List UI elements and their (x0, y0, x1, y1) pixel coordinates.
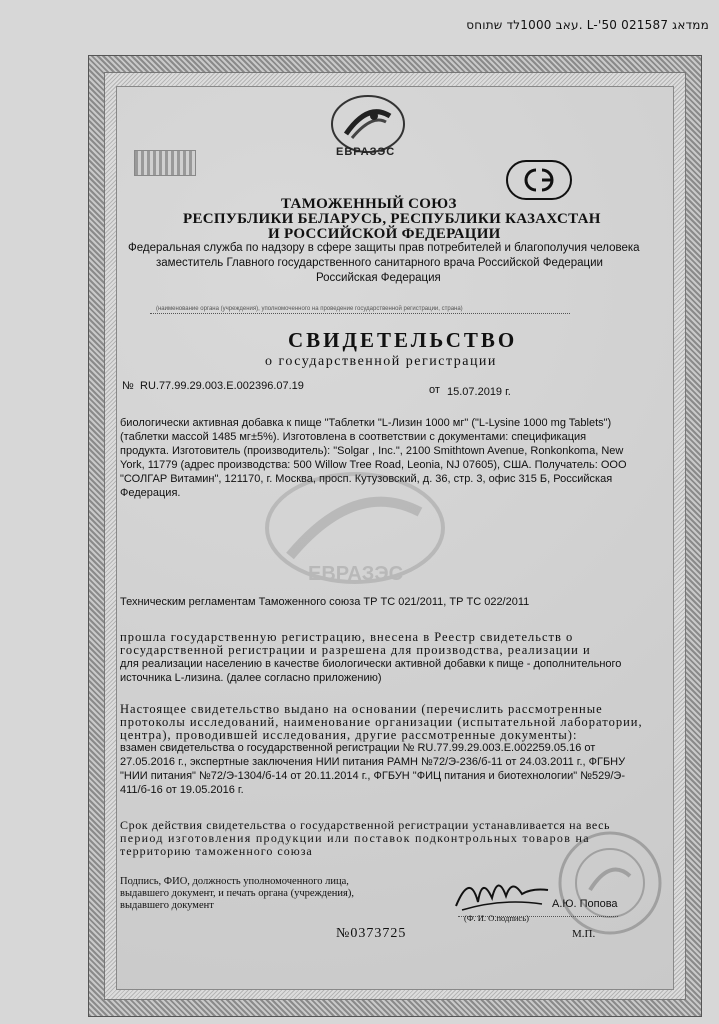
eurasec-watermark-icon (260, 468, 450, 588)
official-stamp-icon (550, 828, 670, 938)
authority-line-3: Российская Федерация (316, 272, 441, 284)
svg-text:ЕВРАЗЭС: ЕВРАЗЭС (308, 563, 404, 585)
number-prefix: № (122, 380, 134, 392)
registration-line: для реализации населению в качестве биологически активной добавки к пище - дополнительного (120, 658, 622, 670)
product-line: биологически активная добавка к пище "Таблетки "L-Лизин 1000 мг" ("L-Lysine 1000 mg Tablets") (120, 417, 612, 429)
product-line: York, 11779 (адрес производства: 500 Willow Tree Road, Leonia, NJ 07605), США. Получатель: ООО (120, 459, 627, 471)
basis-line: 411/б-16 от 19.05.2016 г. (120, 784, 244, 796)
logo-text: ЕВРАЗЭС (336, 146, 396, 158)
registration-line: государственной регистрации и разрешена для производства, реализации и (120, 643, 591, 657)
header-line-2: РЕСПУБЛИКИ БЕЛАРУСЬ, РЕСПУБЛИКИ КАЗАХСТАН (183, 211, 601, 227)
signer-caption: (Ф. И. О.подпись) (464, 913, 529, 923)
serial-number: №0373725 (336, 926, 407, 941)
basis-line: взамен свидетельства о государственной регистрации № RU.77.99.29.003.E.002259.05.16 от (120, 742, 596, 754)
date-prefix: от (429, 384, 440, 396)
signature-caption-line: Подпись, ФИО, должность уполномоченного лица, (120, 876, 349, 887)
certificate-number: RU.77.99.29.003.E.002396.07.19 (140, 380, 304, 392)
authority-caption: (наименование органа (учреждения), уполномоченного на проведение государственной регистрации, страна) (156, 306, 463, 312)
authority-line-2: заместитель Главного государственного санитарного врача Российской Федерации (156, 257, 603, 269)
handwritten-signature-icon (452, 868, 552, 916)
basis-line: 27.05.2016 г., экспертные заключения НИИ питания РАМН №72/Э-236/б-11 от 24.03.2011 г., ФГБНУ (120, 756, 626, 768)
certificate-subtitle: о государственной регистрации (265, 354, 497, 369)
header-line-1: ТАМОЖЕННЫЙ СОЮЗ (281, 196, 457, 212)
basis-line: "НИИ питания" №72/Э-1304/б-14 от 20.11.2014 г., ФГБУН "ФИЦ питания и биотехнологии" №529/Э- (120, 770, 626, 782)
validity-line: Срок действия свидетельства о государственной регистрации устанавливается на весь (120, 818, 611, 832)
authority-line-1: Федеральная служба по надзору в сфере защиты прав потребителей и благополучия человека (128, 242, 640, 254)
header-line-3: И РОССИЙСКОЙ ФЕДЕРАЦИИ (268, 226, 501, 242)
signature-caption-line: выдавшего документ (120, 900, 214, 911)
seal-place-label: М.П. (572, 928, 596, 940)
guilloche-pattern (134, 150, 196, 176)
product-line: Федерация. (120, 487, 181, 499)
basis-line: Настоящее свидетельство выдано на основании (перечислить рассмотренные (120, 702, 603, 716)
signer-name: А.Ю. Попова (552, 898, 618, 910)
regulation-text: Техническим регламентам Таможенного союза ТР ТС 021/2011, ТР ТС 022/2011 (120, 596, 530, 608)
fax-header: ממדאג 021587 L-'50 .עאב 1000לד שתוחס (466, 18, 709, 32)
basis-line: центра), проводившей исследования, другие рассмотренные документы): (120, 728, 578, 742)
conformity-mark-icon (506, 160, 572, 200)
basis-line: протоколы исследований, наименование организации (испытательной лаборатории, (120, 715, 643, 729)
registration-line: прошла государственную регистрацию, внесена в Реестр свидетельств о (120, 630, 574, 644)
certificate-date: 15.07.2019 г. (447, 386, 511, 398)
validity-line: период изготовления продукции или поставок подконтрольных товаров на (120, 831, 590, 845)
validity-line: территорию таможенного союза (120, 844, 313, 858)
product-line: "СОЛГАР Витамин", 121170, г. Москва, просп. Кутузовский, д. 36, стр. 3, офис 315 Б, Российская (120, 473, 613, 485)
signature-caption-line: выдавшего документ, и печать органа (учреждения), (120, 888, 354, 899)
registration-line: источника L-лизина. (далее согласно приложению) (120, 672, 382, 684)
product-line: (таблетки массой 1485 мг±5%). Изготовлена в соответствии с документами: спецификация (120, 431, 587, 443)
product-line: продукта. Изготовитель (производитель): "Solgar , Inc.", 2100 Smithtown Avenue, Ronkonkoma, New (120, 445, 624, 457)
certificate-title: СВИДЕТЕЛЬСТВО (288, 328, 518, 352)
